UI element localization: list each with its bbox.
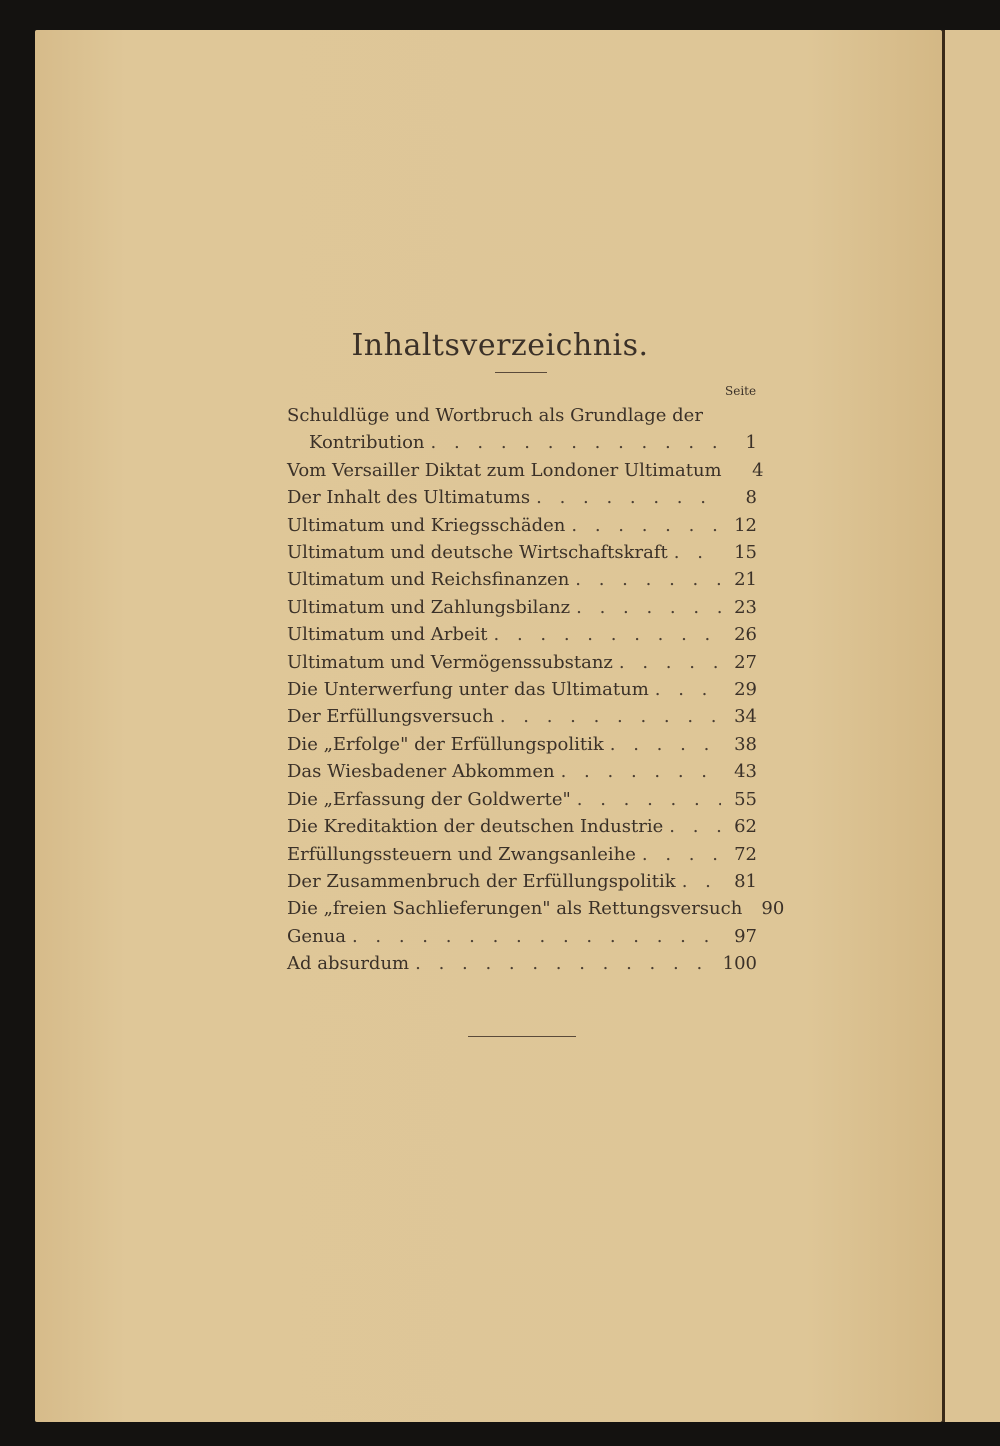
toc-page-number: 15: [734, 542, 757, 564]
toc-entry-title: Ultimatum und Reichsfinanzen: [287, 569, 570, 591]
toc-entry-title: Das Wiesbadener Abkommen: [287, 761, 555, 783]
toc-entry-title: Die Kreditaktion der deutschen Industrie: [287, 816, 664, 838]
toc-page-number: 100: [722, 953, 757, 975]
toc-page-number: 21: [734, 569, 757, 591]
toc-entry-title-cont: Kontribution: [309, 432, 425, 454]
toc-entry-title: Ultimatum und Arbeit: [287, 624, 488, 646]
dot-leader: [610, 731, 721, 758]
toc-page-number: 90: [761, 898, 785, 920]
toc-page-number: 29: [734, 679, 757, 701]
toc-page-number: 12: [734, 514, 757, 536]
toc-entry: [287, 402, 757, 429]
toc-entry-title: Vom Versailler Diktat zum Londoner Ultimatum: [287, 459, 722, 481]
dot-leader: [576, 594, 721, 621]
toc-entry: [287, 786, 757, 813]
toc-entry: [287, 813, 757, 840]
toc-page-number: 4: [752, 459, 764, 481]
toc-entry-title: Der Zusammenbruch der Erfüllungspolitik: [287, 870, 676, 892]
toc-page-number: 34: [734, 706, 757, 728]
toc-entry: [287, 621, 757, 648]
dot-leader: [682, 868, 721, 895]
toc-entry-title: Der Erfüllungsversuch: [287, 706, 494, 728]
toc-entry-title: Ultimatum und deutsche Wirtschaftskraft: [287, 542, 668, 564]
title-divider: [495, 372, 547, 373]
toc-entry: [287, 895, 785, 922]
dot-leader: [571, 512, 721, 539]
toc-entry: [287, 594, 757, 621]
dot-leader: [575, 566, 721, 593]
toc-entry-continuation: [287, 429, 757, 456]
toc-page-number: 26: [734, 624, 757, 646]
dot-leader: [415, 950, 717, 977]
toc-entry-title: Der Inhalt des Ultimatums: [287, 487, 531, 509]
toc-entry-title: Die „Erfolge" der Erfüllungspolitik: [287, 733, 604, 755]
page-column-label: Seite: [725, 384, 757, 398]
toc-page-number: 97: [734, 925, 757, 947]
toc-page-number: 1: [745, 432, 757, 454]
toc-page-number: 27: [734, 651, 757, 673]
toc-page-number: 43: [734, 761, 757, 783]
toc-entry-title: Ultimatum und Vermögenssubstanz: [287, 651, 613, 673]
page-title: Inhaltsverzeichnis.: [351, 328, 649, 363]
toc-entry: [287, 512, 757, 539]
toc-page-number: 55: [734, 788, 757, 810]
dot-leader: [674, 539, 721, 566]
toc-entry: [287, 868, 757, 895]
dot-leader: [500, 703, 721, 730]
toc-entry-title: Die „freien Sachlieferungen" als Rettungsversuch: [287, 898, 743, 920]
toc-entry-title: Ultimatum und Kriegsschäden: [287, 514, 566, 536]
toc-entry: [287, 649, 757, 676]
toc-page-number: 23: [734, 596, 757, 618]
facing-page-edge: [945, 30, 1000, 1422]
dot-leader: [655, 676, 721, 703]
toc-entry-title: Schuldlüge und Wortbruch als Grundlage der: [287, 405, 703, 426]
toc-entry-title: Genua: [287, 925, 346, 947]
toc-page-number: 38: [734, 733, 757, 755]
dot-leader: [642, 841, 721, 868]
toc-entry: [287, 703, 757, 730]
toc-entry: [287, 923, 757, 950]
dot-leader: [561, 758, 721, 785]
toc-entry-title: Die Unterwerfung unter das Ultimatum: [287, 679, 649, 701]
toc-entry: [287, 950, 757, 977]
dot-leader: [431, 429, 721, 456]
toc-entry-title: Erfüllungssteuern und Zwangsanleihe: [287, 843, 636, 865]
closing-divider: [468, 1036, 576, 1037]
dot-leader: [669, 813, 721, 840]
toc-entry: [287, 676, 757, 703]
toc-entry-title: Die „Erfassung der Goldwerte": [287, 788, 571, 810]
toc-page-number: 72: [734, 843, 757, 865]
dot-leader: [619, 649, 721, 676]
toc-page-number: 81: [734, 870, 757, 892]
toc-entry-title: Ultimatum und Zahlungsbilanz: [287, 596, 571, 618]
dot-leader: [352, 923, 721, 950]
toc-entry: [287, 566, 757, 593]
toc-entry: [287, 758, 757, 785]
toc-entry-title: Ad absurdum: [287, 953, 410, 975]
dot-leader: [494, 621, 721, 648]
toc-entry: [287, 457, 764, 484]
toc-entry: [287, 484, 757, 511]
toc-page-number: 8: [745, 487, 757, 509]
table-of-contents: [287, 402, 785, 978]
dot-leader: [536, 484, 721, 511]
toc-entry: [287, 731, 757, 758]
toc-entry: [287, 841, 757, 868]
toc-page-number: 62: [734, 816, 757, 838]
toc-entry: [287, 539, 757, 566]
dot-leader: [577, 786, 721, 813]
